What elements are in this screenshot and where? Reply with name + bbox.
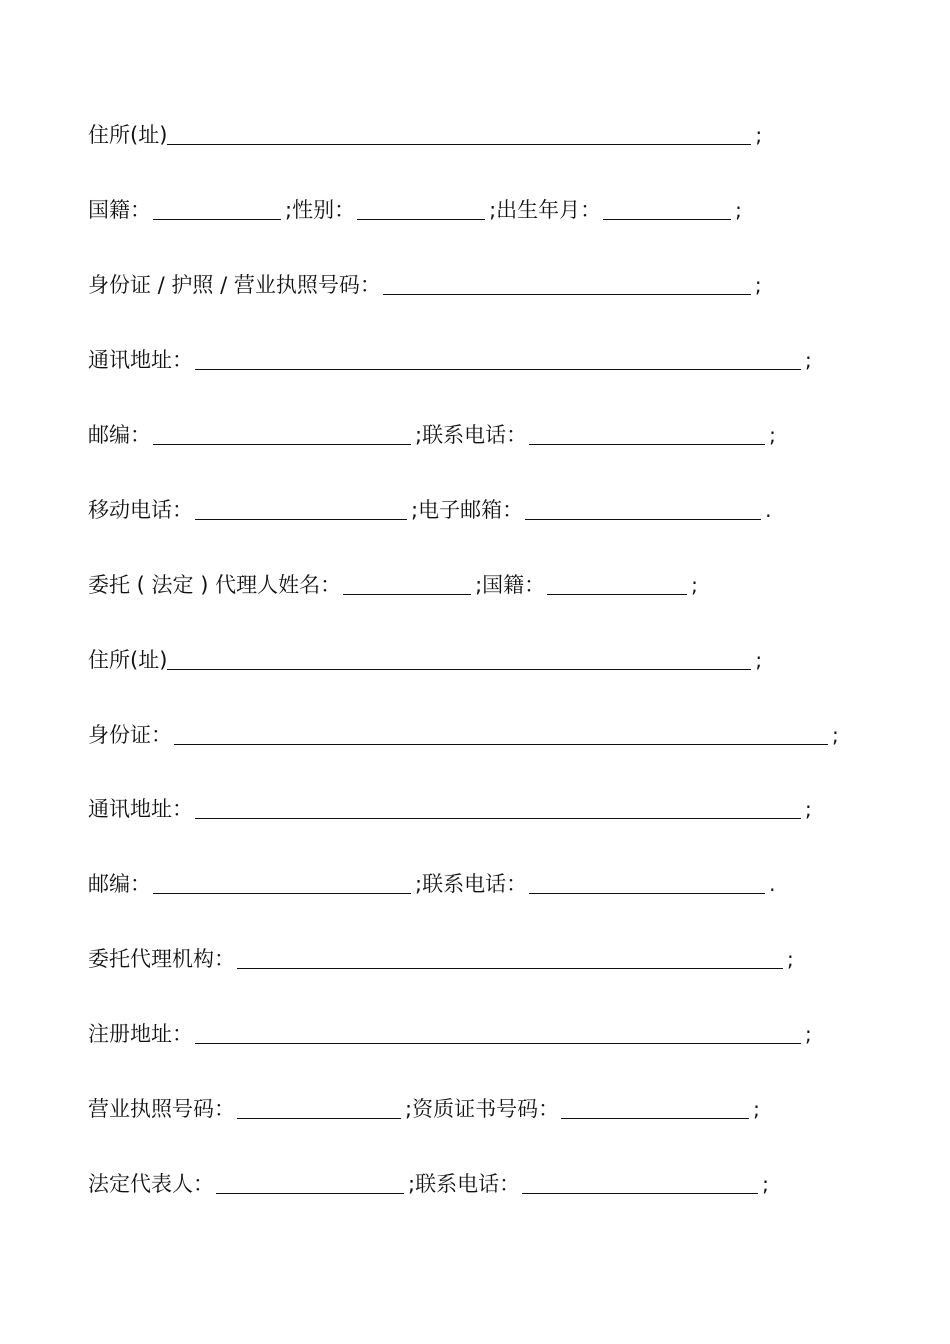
agent-name-nationality-line bbox=[88, 558, 698, 598]
legal-rep-phone-line bbox=[88, 1157, 769, 1197]
agent-postcode-phone-line bbox=[88, 857, 775, 897]
line-end-punct: ; bbox=[691, 573, 698, 597]
agent-postcode-blank[interactable] bbox=[153, 873, 411, 894]
line-end-punct: ; bbox=[769, 423, 776, 447]
line-end-punct: ; bbox=[735, 198, 742, 222]
legal-representative-label: 法定代表人： bbox=[88, 1172, 214, 1196]
qualification-certificate-label: ;资质证书号码： bbox=[405, 1097, 560, 1121]
agent-contact-phone-blank[interactable] bbox=[529, 873, 765, 894]
agent-name-label: 委托 ( 法定 ) 代理人姓名： bbox=[88, 573, 342, 597]
legal-rep-contact-phone-label: ;联系电话： bbox=[408, 1172, 521, 1196]
license-certificate-line bbox=[88, 1082, 760, 1122]
agent-contact-phone-label: ;联系电话： bbox=[415, 872, 528, 896]
residence-label: 住所(址) bbox=[88, 123, 168, 147]
agent-residence-line bbox=[88, 633, 762, 673]
line-end-punct: ; bbox=[805, 348, 812, 372]
residence-blank[interactable] bbox=[167, 124, 751, 145]
id-passport-license-line bbox=[88, 258, 762, 298]
qualification-certificate-blank[interactable] bbox=[561, 1098, 749, 1119]
registered-address-blank[interactable] bbox=[195, 1023, 801, 1044]
line-end-punct: ; bbox=[755, 648, 763, 672]
mailing-address-blank[interactable] bbox=[195, 349, 801, 370]
mobile-email-line bbox=[88, 483, 771, 523]
agent-mailing-address-blank[interactable] bbox=[195, 798, 801, 819]
line-end-punct: ; bbox=[832, 723, 839, 747]
gender-label: ;性别： bbox=[285, 198, 356, 222]
line-end-punct: ; bbox=[805, 797, 812, 821]
mobile-phone-label: 移动电话： bbox=[88, 498, 193, 522]
agency-blank[interactable] bbox=[237, 948, 783, 969]
line-end-punct: ; bbox=[753, 1097, 760, 1121]
mailing-address-label: 通讯地址： bbox=[88, 348, 193, 372]
agent-residence-blank[interactable] bbox=[167, 649, 751, 670]
nationality-gender-birth-line bbox=[88, 183, 742, 223]
line-end-punct: ; bbox=[762, 1172, 769, 1196]
business-license-blank[interactable] bbox=[237, 1098, 401, 1119]
contact-phone-label: ;联系电话： bbox=[415, 423, 528, 447]
line-end-punct: ; bbox=[755, 123, 763, 147]
email-blank[interactable] bbox=[525, 499, 761, 520]
line-end-punct: ; bbox=[787, 947, 794, 971]
business-license-label: 营业执照号码： bbox=[88, 1097, 235, 1121]
birth-date-label: ;出生年月： bbox=[489, 198, 602, 222]
agent-id-label: 身份证： bbox=[88, 723, 172, 747]
contact-phone-blank[interactable] bbox=[529, 424, 765, 445]
agent-id-line bbox=[88, 708, 839, 748]
registered-address-label: 注册地址： bbox=[88, 1022, 193, 1046]
line-end-punct: . bbox=[769, 872, 776, 896]
agent-mailing-address-label: 通讯地址： bbox=[88, 797, 193, 821]
legal-rep-contact-phone-blank[interactable] bbox=[522, 1173, 758, 1194]
email-label: ;电子邮箱： bbox=[411, 498, 524, 522]
line-end-punct: ; bbox=[805, 1022, 812, 1046]
agency-label: 委托代理机构： bbox=[88, 947, 235, 971]
postcode-blank[interactable] bbox=[153, 424, 411, 445]
line-end-punct: ; bbox=[754, 273, 762, 297]
nationality-blank[interactable] bbox=[153, 199, 281, 220]
agent-mailing-address-line bbox=[88, 782, 812, 822]
mailing-address-line bbox=[88, 333, 812, 373]
agent-postcode-label: 邮编： bbox=[88, 872, 151, 896]
id-passport-license-label: 身份证 / 护照 / 营业执照号码： bbox=[88, 273, 381, 297]
legal-representative-blank[interactable] bbox=[216, 1173, 404, 1194]
agent-name-blank[interactable] bbox=[343, 574, 471, 595]
line-end-punct: . bbox=[765, 498, 772, 522]
agent-nationality-blank[interactable] bbox=[547, 574, 687, 595]
mobile-phone-blank[interactable] bbox=[195, 499, 407, 520]
agent-nationality-label: ;国籍： bbox=[475, 573, 546, 597]
postcode-phone-line bbox=[88, 408, 776, 448]
birth-date-blank[interactable] bbox=[603, 199, 731, 220]
nationality-label: 国籍： bbox=[88, 198, 151, 222]
id-passport-license-blank[interactable] bbox=[383, 274, 751, 295]
residence-address-line bbox=[88, 108, 762, 148]
postcode-label: 邮编： bbox=[88, 423, 151, 447]
agent-id-blank[interactable] bbox=[174, 724, 828, 745]
agency-line bbox=[88, 932, 794, 972]
agent-residence-label: 住所(址) bbox=[88, 648, 168, 672]
gender-blank[interactable] bbox=[357, 199, 485, 220]
registered-address-line bbox=[88, 1007, 812, 1047]
